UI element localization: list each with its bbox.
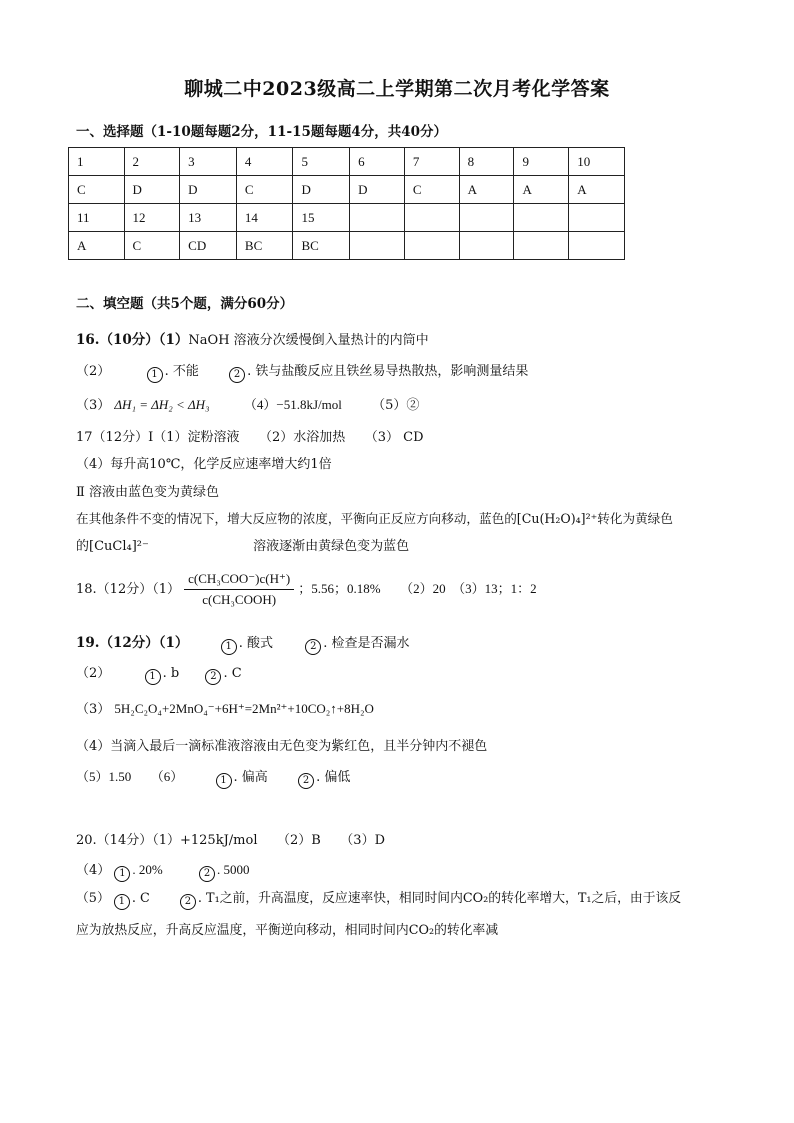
q18-label: 18.（12分）（1）: [76, 582, 180, 597]
circled-number-1: 1: [145, 669, 161, 685]
q19-ionic-equation: 5H₂C₂O₄+2MnO₄⁻+6H⁺=2Mn²⁺+10CO₂↑+8H₂O: [114, 701, 374, 716]
table-cell: A: [569, 176, 625, 204]
q20-line-3: [76, 887, 681, 910]
q18-answers: ；5.56；0.18% （2）20 （3）13；1：2: [298, 581, 537, 596]
table-cell: [350, 204, 405, 232]
table-cell: [459, 232, 514, 260]
table-row: [69, 232, 625, 260]
table-row: [69, 176, 625, 204]
q16-label: 16.（10分）（1）: [76, 332, 189, 348]
table-cell: 10: [569, 148, 625, 176]
table-cell: 2: [124, 148, 180, 176]
table-cell: 3: [180, 148, 237, 176]
table-cell: [350, 232, 405, 260]
q19-answer-1a: . 酸式: [238, 636, 273, 651]
table-cell: 15: [293, 204, 350, 232]
q16-answer-1: NaOH 溶液分次缓慢倒入量热计的内筒中: [188, 333, 429, 348]
circled-number-1: 1: [221, 639, 237, 655]
q16-line-3: [76, 394, 419, 413]
table-cell: C: [404, 176, 459, 204]
q16-answer-3: ΔH₁ = ΔH₂ < ΔH₃: [114, 397, 210, 412]
q19-answer-6b: . 偏低: [316, 770, 351, 785]
table-cell: [514, 232, 569, 260]
q19-line-1: [76, 631, 410, 655]
circled-number-2: 2: [229, 367, 245, 383]
q16-answer-4: （4）−51.8kJ/mol: [243, 397, 342, 412]
q20-line-2: [76, 859, 250, 882]
q16-part-2-label: （2）: [76, 364, 111, 379]
table-cell: BC: [236, 232, 293, 260]
table-cell: D: [350, 176, 405, 204]
table-cell: [569, 204, 625, 232]
table-row: [69, 148, 625, 176]
q19-answer-6a: . 偏高: [233, 770, 268, 785]
table-cell: 5: [293, 148, 350, 176]
q19-part-2-label: （2）: [76, 666, 111, 681]
q16-part-3-label: （3）: [76, 398, 111, 413]
table-cell: CD: [180, 232, 237, 260]
circled-number-2: 2: [205, 669, 221, 685]
table-cell: D: [293, 176, 350, 204]
q16-line-2: [76, 360, 528, 383]
q16-answer-2b: . 铁与盐酸反应且铁丝易导热散热，影响测量结果: [247, 364, 529, 379]
circled-number-2: 2: [199, 866, 215, 882]
table-cell: D: [124, 176, 180, 204]
answer-table: [68, 147, 625, 260]
table-cell: [404, 232, 459, 260]
circled-number-2: 2: [298, 773, 314, 789]
q20-answer-4a: . 20%: [132, 862, 163, 877]
q19-answer-2b: . C: [223, 666, 242, 681]
table-cell: A: [459, 176, 514, 204]
q18-fraction-numerator: c(CH₃COO⁻)c(H⁺): [184, 571, 294, 590]
table-cell: A: [514, 176, 569, 204]
table-cell: D: [180, 176, 237, 204]
table-cell: BC: [293, 232, 350, 260]
circled-number-1: 1: [147, 367, 163, 383]
q20-answer-5b: . T₁之前，升高温度，反应速率快，相同时间内CO₂的转化率增大，T₁之后，由于该反: [197, 891, 682, 906]
q18-line: [76, 571, 537, 608]
q16-answer-2a: . 不能: [164, 364, 199, 379]
q17-line-4: 在其他条件不变的情况下，增大反应物的浓度，平衡向正反应方向移动，蓝色的[Cu(H₂O)₄]²⁺转化为黄绿色: [76, 511, 673, 526]
table-cell: 12: [124, 204, 180, 232]
table-cell: C: [69, 176, 125, 204]
q17-line-2: （4）每升高10℃，化学反应速率增大约1倍: [76, 457, 332, 472]
table-cell: C: [236, 176, 293, 204]
q19-line-4: （4）当滴入最后一滴标准液溶液由无色变为紫红色，且半分钟内不褪色: [76, 739, 488, 754]
circled-number-2: 2: [180, 894, 196, 910]
q20-answer-4b: . 5000: [217, 862, 250, 877]
q19-label: 19.（12分）（1）: [76, 635, 189, 651]
q16-line-1: [76, 328, 429, 348]
q17-complex-ion: 的[CuCl₄]²⁻: [76, 539, 149, 554]
q19-answer-5-6: （5）1.50 （6）: [76, 769, 184, 784]
table-cell: 14: [236, 204, 293, 232]
table-cell: 9: [514, 148, 569, 176]
q20-answer-5a: . C: [131, 891, 150, 906]
q20-part-5-label: （5）: [76, 891, 110, 906]
table-cell: 4: [236, 148, 293, 176]
section-2-heading: 二、填空题（共5个题，满分60分）: [76, 296, 294, 312]
table-cell: 1: [69, 148, 125, 176]
table-cell: [459, 204, 514, 232]
q19-line-5: [76, 766, 350, 789]
table-cell: A: [69, 232, 125, 260]
table-cell: 6: [350, 148, 405, 176]
q19-line-3: [76, 698, 374, 717]
q17-line-3: Ⅱ 溶液由蓝色变为黄绿色: [76, 485, 219, 500]
circled-number-1: 1: [114, 894, 130, 910]
q19-part-3-label: （3）: [76, 702, 111, 717]
q18-ka-expression: [184, 571, 294, 608]
q19-answer-1b: . 检查是否漏水: [323, 636, 410, 651]
table-cell: [569, 232, 625, 260]
q19-answer-2a: . b: [162, 666, 180, 681]
q17-color-change: 溶液逐渐由黄绿色变为蓝色: [253, 539, 410, 554]
table-cell: 11: [69, 204, 125, 232]
circled-number-1: 1: [216, 773, 232, 789]
q17-line-5: [76, 535, 409, 554]
section-1-heading: 一、选择题（1-10题每题2分，11-15题每题4分，共40分）: [76, 124, 448, 140]
table-cell: [514, 204, 569, 232]
q16-answer-5: （5）②: [372, 398, 420, 413]
q17-line-1: 17（12分）Ⅰ（1）淀粉溶液 （2）水浴加热 （3） CD: [76, 430, 424, 445]
table-cell: 13: [180, 204, 237, 232]
circled-number-1: 1: [114, 866, 130, 882]
table-cell: [404, 204, 459, 232]
q18-fraction-denominator: c(CH₃COOH): [202, 592, 277, 607]
table-cell: 7: [404, 148, 459, 176]
q20-part-4-label: （4）: [76, 863, 111, 878]
table-row: [69, 204, 625, 232]
q20-line-4: 应为放热反应，升高反应温度，平衡逆向移动，相同时间内CO₂的转化率减: [76, 923, 499, 938]
q20-line-1: 20.（14分）（1）+125kJ/mol （2）B （3）D: [76, 833, 385, 848]
page-title: 聊城二中2023级高二上学期第二次月考化学答案: [184, 78, 610, 100]
table-cell: 8: [459, 148, 514, 176]
table-cell: C: [124, 232, 180, 260]
q19-line-2: [76, 662, 242, 685]
circled-number-2: 2: [305, 639, 321, 655]
